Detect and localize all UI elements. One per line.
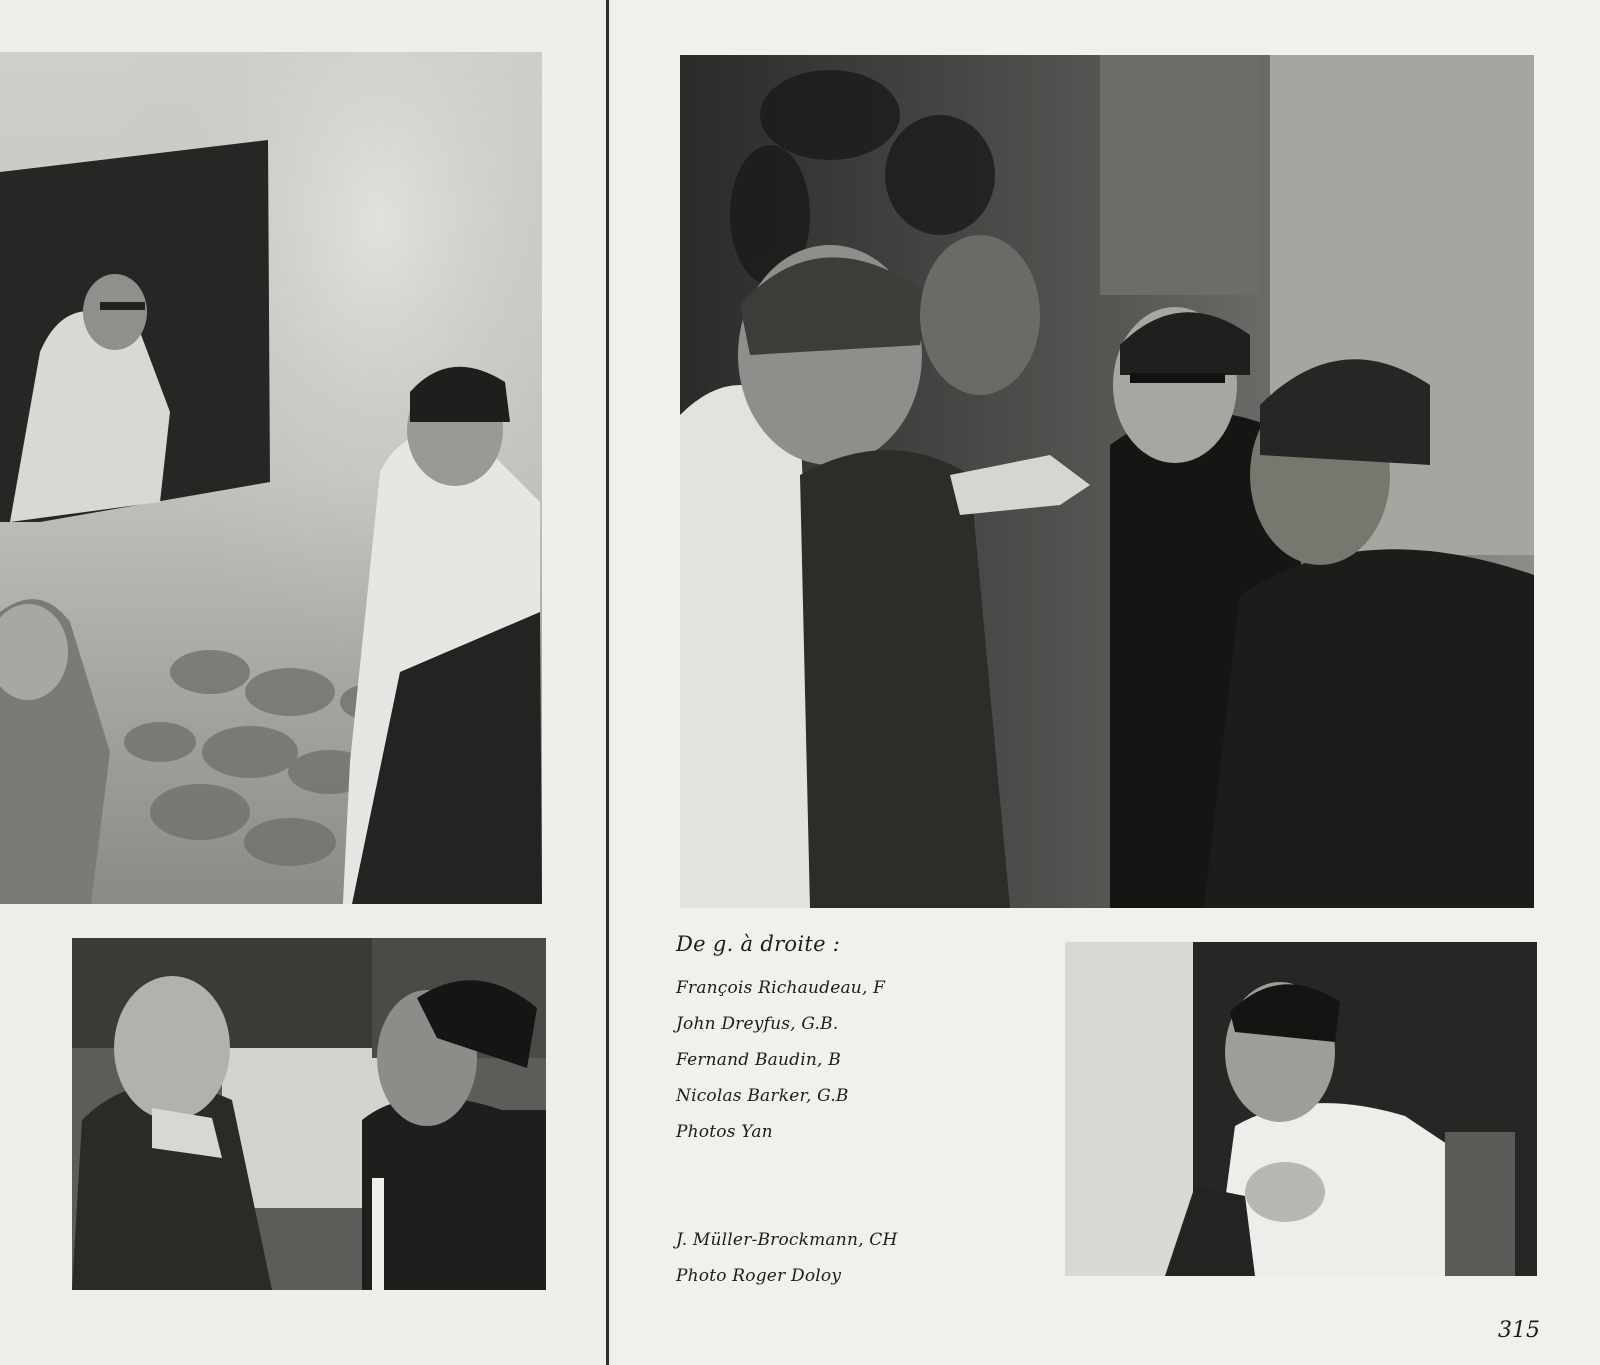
caption-portrait-credit: Photo Roger Doloy [676, 1266, 842, 1286]
page-gutter [606, 0, 609, 1365]
caption-name: François Richaudeau, F [676, 978, 886, 998]
caption-photo-credit: Photos Yan [676, 1122, 773, 1142]
caption-portrait-name: J. Müller-Brockmann, CH [676, 1230, 898, 1250]
photo-window-wall [0, 52, 542, 904]
caption-names [676, 932, 885, 1150]
caption-heading: De g. à droite : [676, 932, 841, 956]
caption-name: John Dreyfus, G.B. [676, 1014, 839, 1034]
caption-name: Fernand Baudin, B [676, 1050, 841, 1070]
photo-portrait [1065, 942, 1537, 1276]
photo-two-men [72, 938, 546, 1290]
caption-portrait [676, 1222, 898, 1294]
photo-group [680, 55, 1534, 908]
page-number: 315 [1498, 1318, 1540, 1343]
caption-name: Nicolas Barker, G.B [676, 1086, 849, 1106]
